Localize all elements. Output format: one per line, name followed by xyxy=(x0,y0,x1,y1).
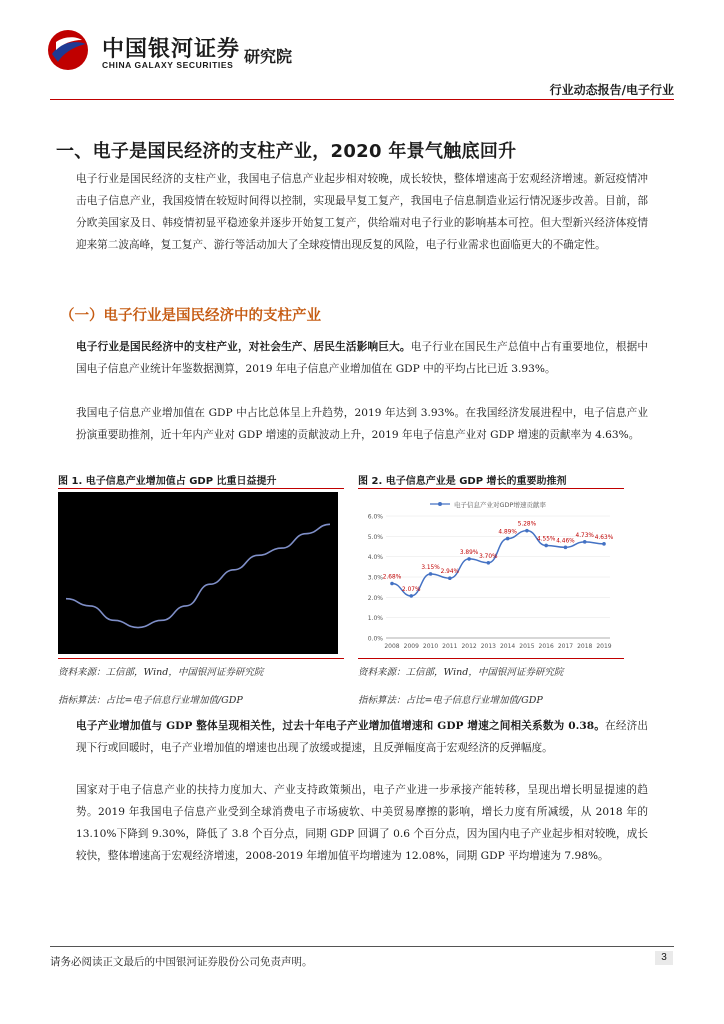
chart2-x-tick-label: 2018 xyxy=(577,643,593,650)
chart2-data-point xyxy=(583,540,587,544)
chart1-background xyxy=(58,492,338,654)
chart2-x-tick-label: 2008 xyxy=(384,643,400,650)
footer-divider xyxy=(50,946,674,947)
chart2-data-label: 4.73% xyxy=(575,532,594,539)
chart2-x-tick-label: 2010 xyxy=(422,643,439,650)
chart2-data-label: 3.70% xyxy=(479,553,498,560)
chart2-data-point xyxy=(544,544,548,548)
chart2-data-label: 4.63% xyxy=(594,534,614,541)
chart2-x-tick-label: 2017 xyxy=(557,643,574,650)
section1-paragraph: 电子行业是国民经济的支柱产业，我国电子信息产业起步相对较晚，成长较快，整体增速高于宏观经济增速。新冠疫情冲击电子信息产业，我国疫情在较短时间得以控制，实现最早复工复产，我国电子信息制造业运行情况逐步改善。目前，部分欧美国家及日、韩疫情初显平稳迹象并逐步开始复工复产，供给端对电子行业的影响基本可控。但大型新兴经济体疫情迎来第二波高峰，复工复产、游行等活动加大了全球疫情出现反复的风险，电子行业需求也面临更大的不确定性。 xyxy=(76,173,648,251)
chart2-data-label: 2.68% xyxy=(382,574,402,581)
chart2-data-label: 4.89% xyxy=(498,529,517,536)
p1-rest: 电子行业在国民生产总值中占有重要地位，根据中国电子信息产业统计年鉴数据测算，2019 年电子信息产业增加值在 GDP 中的平均占比已近 3.93%。 xyxy=(76,341,649,375)
section2-title: （一）电子行业是国民经济中的支柱产业 xyxy=(60,308,321,324)
chart2-y-tick-label: 6.0% xyxy=(367,513,383,521)
section2-paragraph-1 xyxy=(76,336,648,380)
fig1-source: 资料来源：工信部，Wind，中国银河证券研究院 xyxy=(58,667,264,678)
chart2-legend-marker xyxy=(438,502,442,506)
chart2-y-tick-label: 0.0% xyxy=(367,635,383,643)
p3-bold: 电子产业增加值与 GDP 整体呈现相关性，过去十年电子产业增加值增速和 GDP 增速之间相关系数为 0.38。 xyxy=(76,720,606,732)
page-number: 3 xyxy=(655,951,673,965)
chart2-y-tick-label: 4.0% xyxy=(367,554,383,562)
chart2-x-tick-label: 2019 xyxy=(596,643,612,650)
header-divider xyxy=(50,99,674,100)
fig2-title-rule xyxy=(358,488,624,489)
chart2-data-label: 5.28% xyxy=(517,521,537,528)
chart2-x-tick-label: 2013 xyxy=(480,643,497,650)
galaxy-logo-icon xyxy=(46,28,90,72)
chart2-data-point xyxy=(390,582,394,586)
logo-institute: 研究院 xyxy=(244,47,293,66)
chart2-data-label: 4.46% xyxy=(556,538,575,545)
chart2-data-label: 4.55% xyxy=(536,536,556,543)
chart2-data-point xyxy=(448,576,452,580)
fig2-chart xyxy=(358,492,620,654)
section2-paragraph-4: 国家对于电子信息产业的扶持力度加大、产业支持政策频出，电子产业进一步承接产能转移，呈现出增长明显提速的趋势。2019 年我国电子信息产业受到全球消费电子市场疲软、中美贸易摩擦的影响，增长力度有所减缓，从 2018 年的 13.10%下降到 9.30%，降低了 3.8 个百分点，同期 GDP 回调了 0.6 个百分点，因为国内电子产业起步相对较晚，成长较快，整体增速高于宏观经济增速，2008-2019 年增加值平均增速为 12.08%，同期 GDP 平均增速为 7.98%。 xyxy=(76,784,648,862)
chart2-x-tick-label: 2011 xyxy=(442,643,458,650)
chart2-data-point xyxy=(429,572,433,576)
fig1-title-rule xyxy=(58,488,344,489)
logo-en-text: CHINA GALAXY SECURITIES xyxy=(102,60,234,70)
chart2-data-label: 2.07% xyxy=(402,586,421,593)
chart2-x-tick-label: 2016 xyxy=(538,643,554,650)
chart2-data-point xyxy=(467,557,471,561)
p3-rest: 在经济出现下行或回暖时，电子产业增加值的增速也出现了放缓或提速，且反弹幅度高于宏观经济的反弹幅度。 xyxy=(76,720,649,754)
p1-bold: 电子行业是国民经济中的支柱产业，对社会生产、居民生活影响巨大。 xyxy=(76,341,411,353)
chart2-data-label: 3.15% xyxy=(421,564,440,571)
chart2-data-point xyxy=(525,529,529,533)
chart2-x-tick-label: 2014 xyxy=(499,643,516,650)
section2-paragraph-2: 我国电子信息产业增加值在 GDP 中占比总体呈上升趋势，2019 年达到 3.93%。在我国经济发展进程中，电子信息产业扮演重要助推剂，近十年内产业对 GDP 增速的贡献波动上升，2019 年电子信息产业对 GDP 增速的贡献率为 4.63%。 xyxy=(76,407,648,441)
chart2-y-tick-label: 1.0% xyxy=(367,615,383,623)
chart2-y-tick-label: 2.0% xyxy=(367,594,383,602)
chart2-x-tick-label: 2015 xyxy=(519,643,535,650)
report-type: 行业动态报告/电子行业 xyxy=(549,83,674,97)
fig1-note: 指标算法：占比=电子信息行业增加值/GDP xyxy=(58,695,243,706)
logo-cn-text: 中国银河证券 xyxy=(102,37,241,62)
chart2-data-label: 3.89% xyxy=(459,549,479,556)
section2-paragraph-3 xyxy=(76,715,648,759)
chart2-x-tick-label: 2009 xyxy=(403,643,419,650)
chart2-data-point xyxy=(506,537,510,541)
chart2-data-point xyxy=(602,542,606,546)
fig2-source: 资料来源：工信部，Wind，中国银河证券研究院 xyxy=(358,667,564,678)
fig1-source-rule xyxy=(58,658,344,659)
chart2-y-tick-label: 5.0% xyxy=(367,533,383,541)
chart2-y-tick-label: 3.0% xyxy=(367,574,383,582)
chart2-legend-label: 电子信息产业对GDP增速贡献率 xyxy=(454,501,546,509)
fig2-source-rule xyxy=(358,658,624,659)
fig1-chart xyxy=(58,492,338,654)
fig2-note: 指标算法：占比=电子信息行业增加值/GDP xyxy=(358,695,543,706)
chart2-data-point xyxy=(487,561,491,565)
chart2-data-point xyxy=(409,594,413,598)
fig2-title: 图 2. 电子信息产业是 GDP 增长的重要助推剂 xyxy=(358,476,567,487)
footer-disclaimer: 请务必阅读正文最后的中国银河证券股份公司免责声明。 xyxy=(50,956,313,968)
fig1-title: 图 1. 电子信息产业增加值占 GDP 比重日益提升 xyxy=(58,476,277,487)
section1-title: 一、电子是国民经济的支柱产业，2020 年景气触底回升 xyxy=(56,141,517,162)
chart2-x-tick-label: 2012 xyxy=(461,643,477,650)
chart2-data-label: 2.94% xyxy=(440,569,460,576)
chart2-data-point xyxy=(564,546,568,550)
